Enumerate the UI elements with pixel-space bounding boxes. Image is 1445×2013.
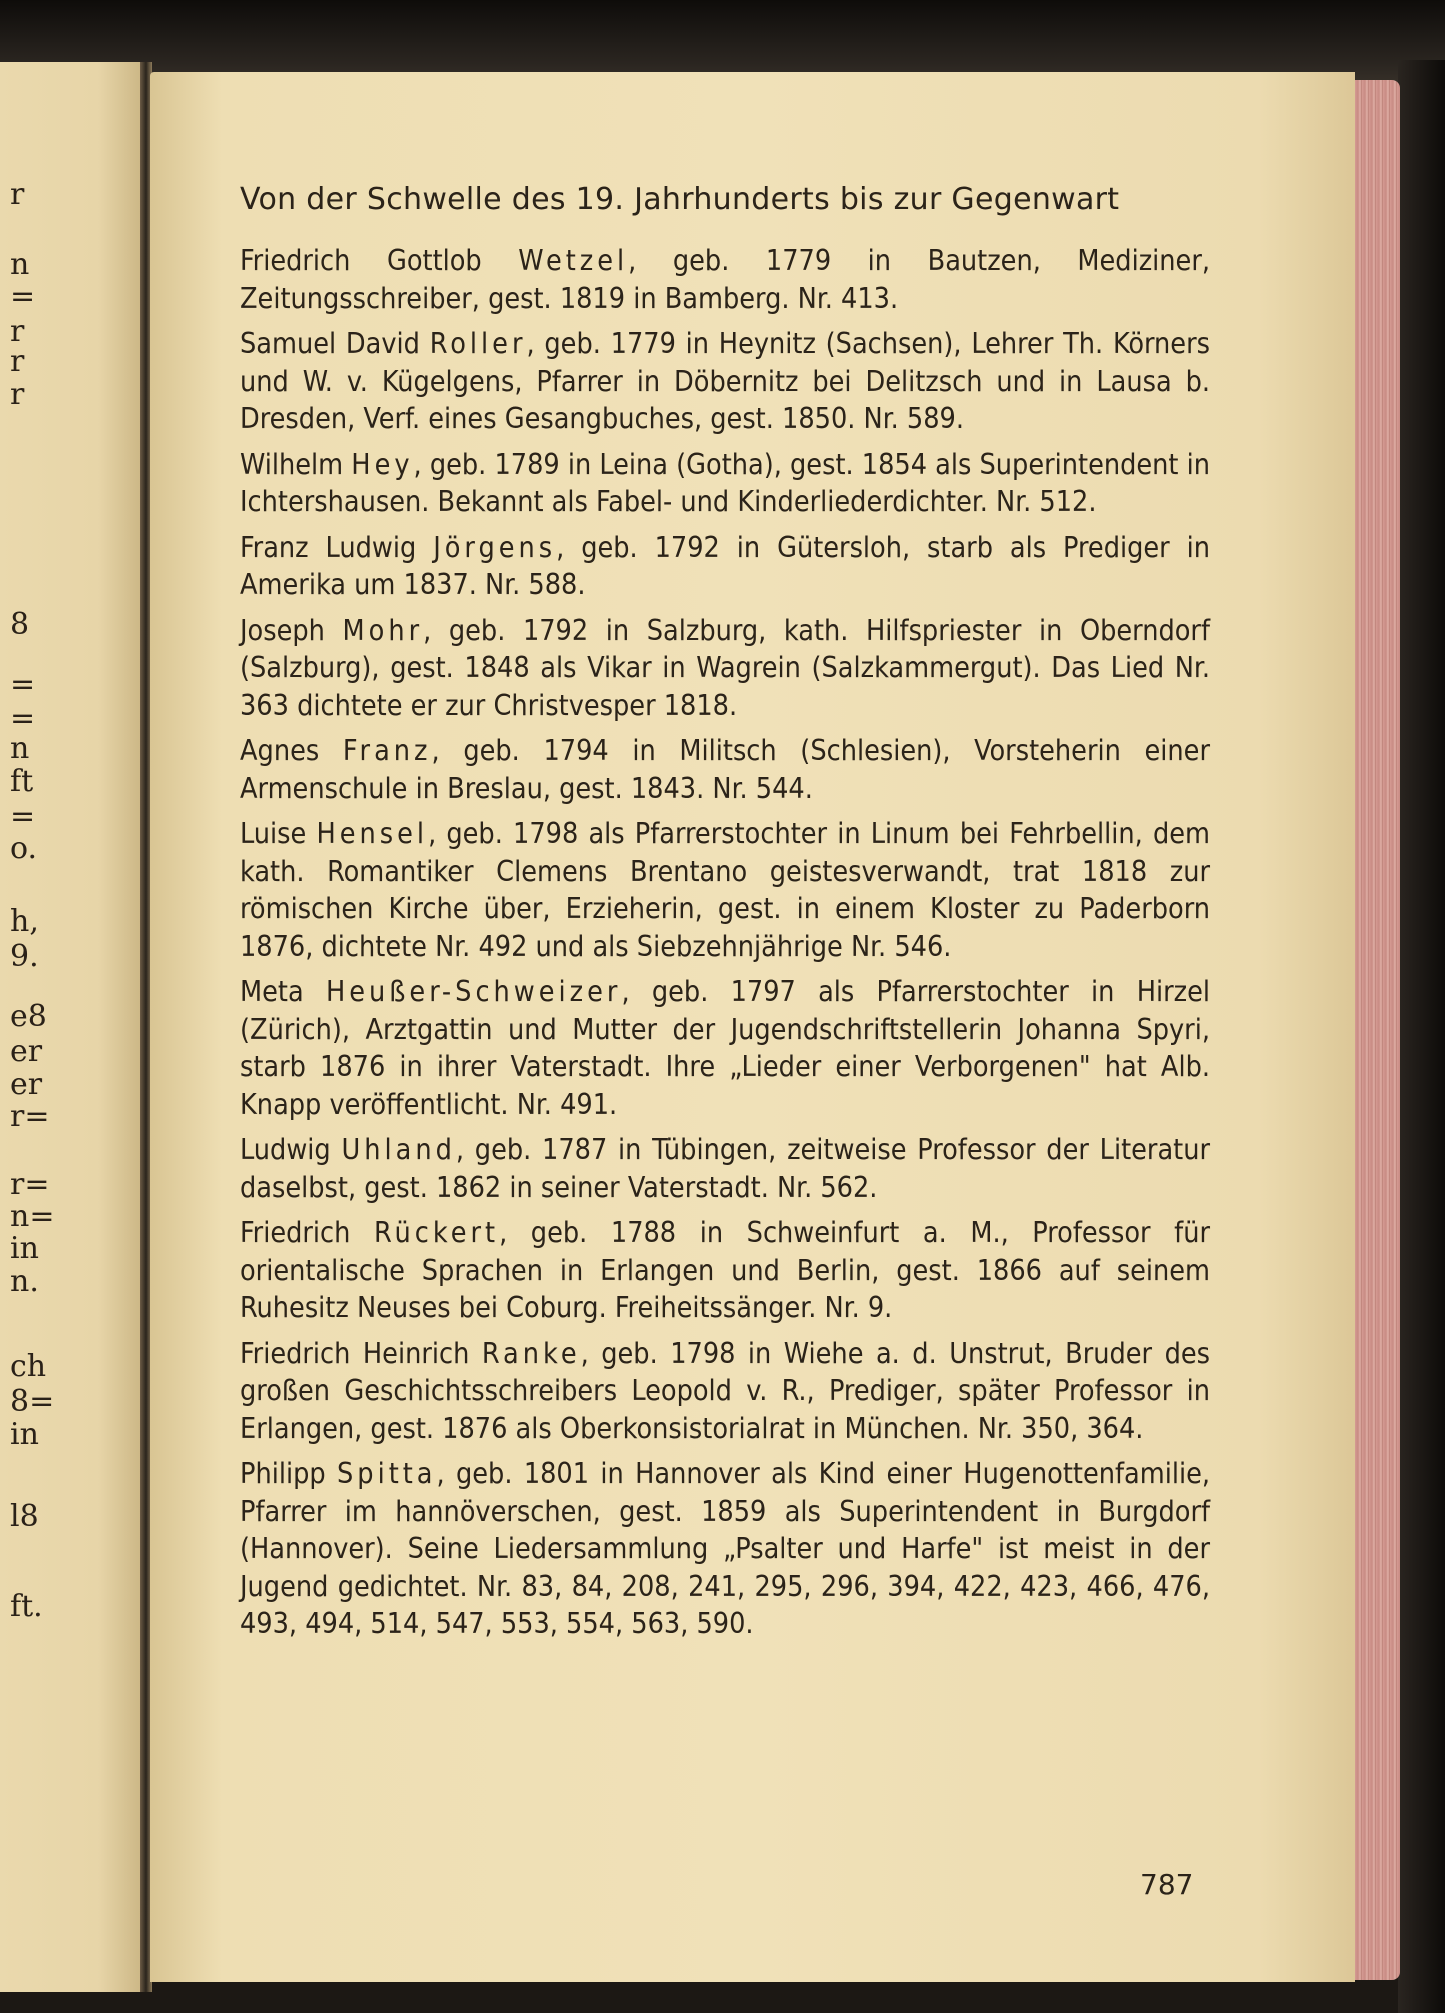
- biography-entry: [240, 325, 1210, 438]
- biography-text: , geb. 1788 in Schweinfurt a. M., Professor für orientalische Sprachen in Erlangen und Berlin, gest. 1866 auf seinem Ruhesitz Neuses bei Coburg. Freiheitssänger. Nr. 9.: [240, 1216, 1210, 1324]
- biography-entry: [240, 973, 1210, 1123]
- biography-text: , geb. 1787 in Tübingen, zeitweise Professor der Literatur daselbst, gest. 1862 in seiner Vaterstadt. Nr. 562.: [240, 1133, 1210, 1204]
- page-edges: [1355, 80, 1400, 1980]
- biography-text: , geb. 1792 in Gütersloh, starb als Prediger in Amerika um 1837. Nr. 588.: [240, 530, 1210, 601]
- biography-entry: [240, 1214, 1210, 1327]
- left-fragment: r=: [10, 1167, 50, 1202]
- person-surname: Jörgens: [433, 530, 557, 564]
- biography-text: , geb. 1779 in Heynitz (Sachsen), Lehrer Th. Körners und W. v. Kügelgens, Pfarrer in Döbernitz bei Delitzsch und in Lausa b. Dresden, Verf. eines Gesangbuches, gest. 1850. Nr. 589.: [240, 327, 1210, 435]
- person-surname: Roller: [429, 327, 527, 360]
- person-given-name: Agnes: [240, 734, 343, 767]
- person-given-name: Friedrich Gottlob: [240, 244, 519, 277]
- left-fragment: ft: [10, 764, 34, 799]
- biography-entry: [240, 732, 1210, 807]
- person-given-name: Ludwig: [240, 1133, 342, 1166]
- page-content: [240, 180, 1210, 1651]
- running-header: Von der Schwelle des 19. Jahrhunderts bis zur Gegenwart: [240, 182, 1120, 217]
- left-fragment: n=: [10, 1199, 55, 1234]
- left-fragment: 8: [10, 607, 30, 642]
- left-fragment: =: [10, 701, 36, 736]
- left-fragment: 8=: [10, 1384, 55, 1419]
- person-given-name: Wilhelm: [240, 447, 352, 481]
- person-given-name: Meta: [240, 975, 326, 1008]
- biography-text: , geb. 1789 in Leina (Gotha), gest. 1854 als Superintendent in Ichtershausen. Bekannt als Fabel- und Kinderliederdichter. Nr. 512.: [240, 447, 1211, 518]
- left-fragment: r: [10, 314, 25, 349]
- person-surname: Mohr: [342, 613, 424, 647]
- biography-entry: [240, 242, 1210, 317]
- left-fragment: r=: [10, 1099, 50, 1134]
- left-fragment: e8: [10, 999, 47, 1034]
- book-cover-right: [1398, 60, 1445, 2013]
- left-fragment: r: [10, 177, 25, 212]
- left-fragment: in: [10, 1417, 39, 1452]
- person-given-name: Franz Ludwig: [240, 530, 434, 564]
- left-fragment: =: [10, 667, 36, 702]
- left-fragment: =: [10, 799, 36, 834]
- left-fragment: h,: [10, 904, 39, 939]
- biography-text: , geb. 1794 in Militsch (Schlesien), Vorsteherin einer Armenschule in Breslau, gest. 1843. Nr. 544.: [240, 734, 1210, 805]
- biography-text: , geb. 1798 als Pfarrerstochter in Linum bei Fehrbellin, dem kath. Romantiker Clemens Brentano geistesverwandt, trat 1818 zur römischen Kirche über, Erzieherin, gest. in einem Kloster zu Paderborn 1876, dichtete Nr. 492 und als Siebzehnjährige Nr. 546.: [240, 817, 1210, 963]
- biography-text: , geb. 1792 in Salzburg, kath. Hilfspriester in Oberndorf (Salzburg), gest. 1848 als Vikar in Wagrein (Salzkammergut). Das Lied Nr. 363 dichtete er zur Christvesper 1818.: [240, 613, 1210, 722]
- page-number: 787: [1140, 1868, 1194, 1901]
- left-fragment: er: [10, 1034, 43, 1069]
- person-given-name: Philipp: [240, 1457, 337, 1490]
- biography-entry: [240, 1335, 1210, 1448]
- biography-entry: [240, 529, 1210, 604]
- left-fragment: n: [10, 247, 30, 282]
- left-fragment: in: [10, 1231, 39, 1266]
- left-fragment: n: [10, 731, 30, 766]
- left-fragment: er: [10, 1067, 43, 1102]
- person-given-name: Friedrich Heinrich: [240, 1336, 482, 1370]
- person-surname: Wetzel: [518, 244, 629, 277]
- previous-page-edge: [0, 62, 140, 1992]
- person-surname: Spitta: [337, 1457, 437, 1490]
- person-surname: Hey: [351, 447, 414, 481]
- biography-text: , geb. 1797 als Pfarrerstochter in Hirzel (Zürich), Arztgattin und Mutter der Jugendschriftstellerin Johanna Spyri, starb 1876 in ihrer Vaterstadt. Ihre „Lieder einer Verborgenen" hat Alb. Knapp veröffentlicht. Nr. 491.: [240, 975, 1211, 1121]
- person-surname: Ranke: [481, 1336, 581, 1370]
- biography-list: [240, 242, 1210, 1643]
- biography-text: , geb. 1801 in Hannover als Kind einer Hugenottenfamilie, Pfarrer im hannöverschen, gest. 1859 als Superintendent in Burgdorf (Hannover). Seine Liedersammlung „Psalter und Harfe" ist meist in der Jugend gedichtet. Nr. 83, 84, 208, 241, 295, 296, 394, 422, 423, 466, 476, 493, 494, 514, 547, 553, 554, 563, 590.: [240, 1457, 1210, 1640]
- left-fragment: ch: [10, 1349, 47, 1384]
- left-fragment: r: [10, 344, 25, 379]
- person-given-name: Samuel David: [240, 327, 430, 360]
- person-surname: Rückert: [374, 1216, 500, 1249]
- person-given-name: Joseph: [240, 613, 343, 647]
- biography-text: , geb. 1798 in Wiehe a. d. Unstrut, Bruder des großen Geschichtsschreibers Leopold v. R., Prediger, später Professor in Erlangen, gest. 1876 als Oberkonsistorialrat in München. Nr. 350, 364.: [240, 1336, 1210, 1445]
- biography-entry: [240, 446, 1210, 521]
- person-given-name: Friedrich: [240, 1216, 374, 1249]
- biography-entry: [240, 612, 1210, 725]
- person-surname: Franz: [342, 734, 432, 767]
- biography-entry: [240, 815, 1210, 965]
- biography-entry: [240, 1455, 1210, 1643]
- person-given-name: Luise: [240, 817, 317, 850]
- left-fragment: o.: [10, 831, 38, 866]
- left-fragment: r: [10, 377, 25, 412]
- person-surname: Hensel: [316, 817, 429, 850]
- biography-text: , geb. 1779 in Bautzen, Mediziner, Zeitungsschreiber, gest. 1819 in Bamberg. Nr. 413.: [240, 244, 1210, 315]
- left-fragment: ft.: [10, 1589, 43, 1624]
- left-fragment: n.: [10, 1264, 39, 1299]
- person-surname: Uhland: [341, 1133, 456, 1166]
- left-fragment: =: [10, 279, 36, 314]
- left-fragment: l8: [10, 1499, 39, 1534]
- person-surname: Heußer-Schweizer: [325, 975, 622, 1008]
- left-fragment: 9.: [10, 939, 39, 974]
- biography-entry: [240, 1131, 1210, 1206]
